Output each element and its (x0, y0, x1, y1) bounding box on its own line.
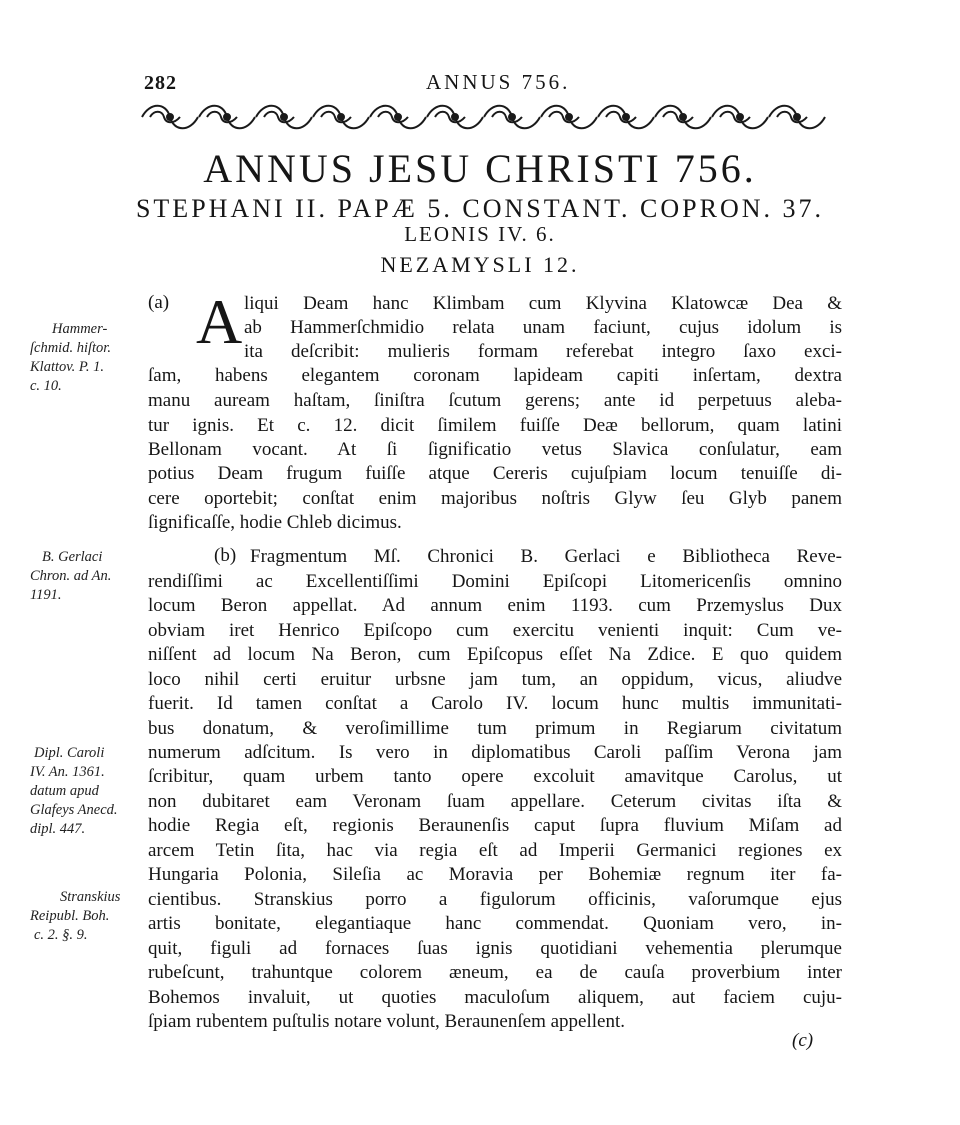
margin-note-line: Glafeys Anecd. (30, 802, 118, 818)
text-line: Bohemos invaluit, ut quoties maculoſum aliquem, aut faciem cuju- (148, 987, 842, 1008)
text-line: ab Hammerſchmidio relata unam faciunt, cujus idolum is (244, 317, 842, 338)
decorative-ornament-band (140, 100, 830, 134)
text-line: liqui Deam hanc Klimbam cum Klyvina Klatowcæ Dea & (244, 293, 842, 314)
margin-note-hammerschmid (30, 320, 148, 396)
text-line: fuerit. Id tamen conſtat a Carolo IV. locum hunc multis immunitati- (148, 693, 842, 714)
chapter-heading: ANNUS JESU CHRISTI 756. (203, 146, 757, 191)
margin-note-line: IV. An. 1361. (30, 764, 105, 780)
text-line: ſignificaſſe, hodie Chleb dicimus. (148, 512, 402, 533)
footnote-marker-b: (b) (214, 545, 237, 566)
text-line: arcem Tetin ſita, hac via regia eſt ad Imperii Germanici regiones ex (148, 840, 842, 861)
text-line: potius Deam frugum fuiſſe atque Cereris cujuſpiam locum tenuiſſe di- (148, 463, 842, 484)
margin-note-line: c. 10. (30, 378, 62, 394)
text-line: artis bonitate, elegantiaque hanc commendat. Quoniam vero, in- (148, 913, 842, 934)
text-line: rubeſcunt, trahuntque colorem æneum, ea de cauſa proverbium inter (148, 962, 842, 983)
margin-note-line: B. Gerlaci (42, 549, 103, 565)
reign-years-line-2: LEONIS IV. 6. (404, 222, 556, 246)
text-line: rendiſſimi ac Excellentiſſimi Domini Epiſcopi Litomericenſis omnino (148, 571, 842, 592)
text-line: non dubitaret eam Veronam ſuam appellare. Ceterum civitas iſta & (148, 791, 842, 812)
margin-note-line: ſchmid. hiſtor. (30, 340, 111, 356)
text-line: niſſent ad locum Na Beron, cum Epiſcopus eſſet Na Zdice. E quo quidem (148, 644, 842, 665)
margin-note-line: Reipubl. Boh. (30, 908, 110, 924)
text-line: obviam iret Henrico Epiſcopo cum exercitu venienti inquit: Cum ve- (148, 620, 842, 641)
reign-years-line-3: NEZAMYSLI 12. (380, 252, 580, 277)
text-line: quit, figuli ad fornaces ſuas ignis quotidiani vehementia plerumque (148, 938, 842, 959)
margin-note-line: Chron. ad An. (30, 568, 112, 584)
continuation-marker: (c) (792, 1030, 814, 1051)
margin-note-line: datum apud (30, 783, 99, 799)
footnote-marker-a: (a) (148, 292, 170, 313)
text-line: cientibus. Stranskius porro a figulorum officinis, vaſorumque ejus (148, 889, 842, 910)
margin-note-line: c. 2. §. 9. (34, 927, 88, 943)
margin-note-gerlaci (30, 548, 148, 605)
text-line: loco nihil certi eruitur urbsne jam tum, an oppidum, vicus, aliudve (148, 669, 842, 690)
text-line: hodie Regia eſt, regionis Beraunenſis caput ſupra fluvium Miſam ad (148, 815, 842, 836)
drop-capital: A (196, 286, 243, 357)
text-line: ſam, habens elegantem coronam lapideam capiti inſertam, dextra (148, 365, 842, 386)
margin-note-line: dipl. 447. (30, 821, 86, 837)
running-title: ANNUS 756. (426, 70, 571, 94)
text-line: Fragmentum Mſ. Chronici B. Gerlaci e Bibliotheca Reve- (250, 546, 842, 567)
reign-years-line: STEPHANI II. PAPÆ 5. CONSTANT. COPRON. 37. (135, 194, 825, 223)
text-line: manu auream haſtam, ſiniſtra ſcutum gerens; ante id perpetuus aleba- (148, 390, 842, 411)
margin-note-stranskius (30, 888, 148, 945)
text-line: tur ignis. Et c. 12. dicit ſimilem fuiſſe Deæ bellorum, quam latini (148, 415, 842, 436)
page-number: 282 (144, 72, 177, 94)
margin-note-line: Klattov. P. 1. (30, 359, 104, 375)
text-line: ita deſcribit: mulieris formam referebat integro ſaxo exci- (244, 341, 842, 362)
text-line: ſcribitur, quam urbem tanto opere excoluit amavitque Carolus, ut (148, 766, 842, 787)
margin-note-diploma (30, 744, 148, 839)
margin-note-line: Hammer- (52, 321, 108, 337)
text-line: ſpiam rubentem puſtulis notare volunt, Beraunenſem appellent. (148, 1011, 625, 1032)
text-line: Bellonam vocant. At ſi ſignificatio vetus Slavica conſulatur, eam (148, 439, 842, 460)
text-line: numerum adſcitum. Is vero in diplomatibus Caroli paſſim Verona jam (148, 742, 842, 763)
text-line: Hungaria Polonia, Sileſia ac Moravia per Bohemiæ regnum iter fa- (148, 864, 842, 885)
margin-note-line: Stranskius (60, 889, 121, 905)
margin-note-line: 1191. (30, 587, 62, 603)
margin-note-line: Dipl. Caroli (34, 745, 105, 761)
text-line: cere oportebit; conſtat enim majoribus noſtris Glyw ſeu Glyb panem (148, 488, 842, 509)
text-line: bus donatum, & veroſimillime tum primum in Regiarum civitatum (148, 718, 842, 739)
text-line: locum Beron appellat. Ad annum enim 1193. cum Przemyslus Dux (148, 595, 842, 616)
